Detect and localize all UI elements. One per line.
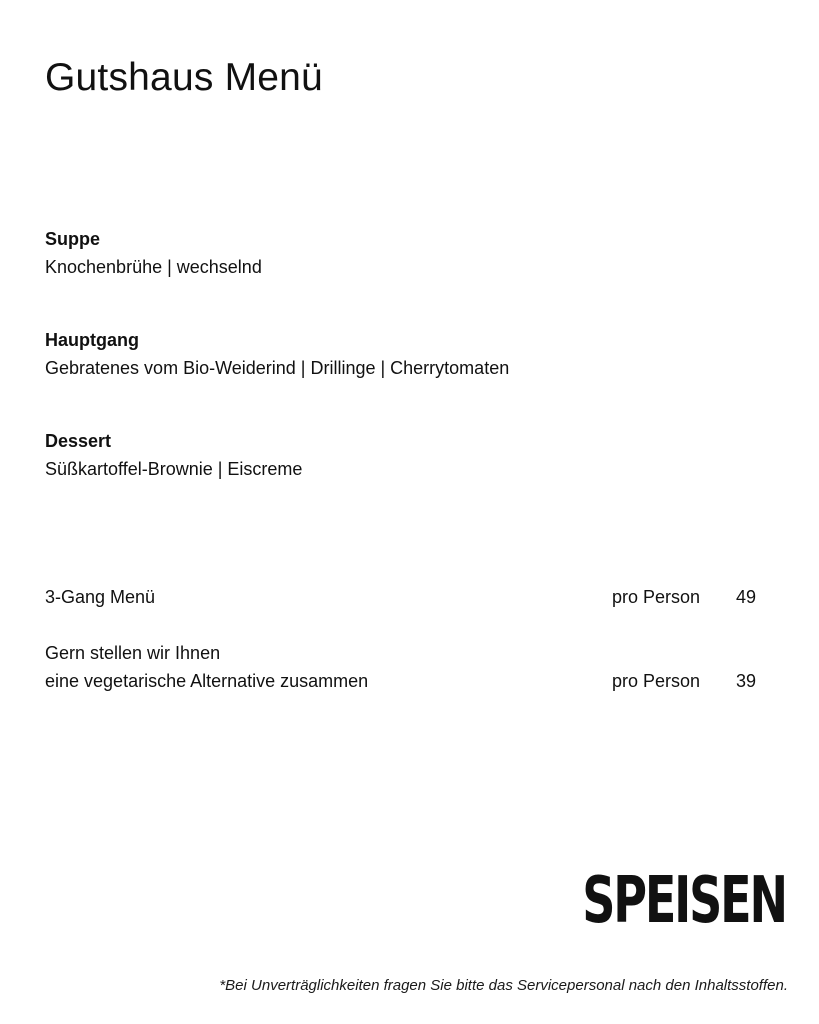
offer-three-course — [45, 585, 765, 609]
offer-price: 49 — [736, 587, 757, 607]
course-soup — [45, 227, 262, 279]
offer-vegetarian — [45, 669, 765, 693]
course-description: Gebratenes vom Bio-Weiderind | Drillinge | Cherrytomaten — [45, 358, 510, 378]
offer-label: eine vegetarische Alternative zusammen — [45, 671, 369, 691]
offer-unit: pro Person — [612, 587, 701, 607]
course-name: Suppe — [45, 229, 101, 249]
course-description: Knochenbrühe | wechselnd — [45, 257, 262, 277]
offer-unit: pro Person — [612, 671, 701, 691]
offer-price: 39 — [736, 671, 757, 691]
course-description: Süßkartoffel-Brownie | Eiscreme — [45, 459, 303, 479]
menu-title: Gutshaus Menü — [45, 56, 323, 99]
course-name: Hauptgang — [45, 330, 139, 350]
offer-label: 3-Gang Menü — [45, 587, 156, 607]
course-dessert — [45, 429, 302, 481]
course-name: Dessert — [45, 431, 112, 451]
section-label: SPEISEN — [582, 864, 786, 938]
course-main — [45, 328, 509, 380]
offer-vegetarian-intro: Gern stellen wir Ihnen — [45, 643, 221, 663]
allergy-footnote: *Bei Unverträglichkeiten fragen Sie bitte das Servicepersonal nach den Inhaltsstoffen. — [219, 977, 788, 994]
